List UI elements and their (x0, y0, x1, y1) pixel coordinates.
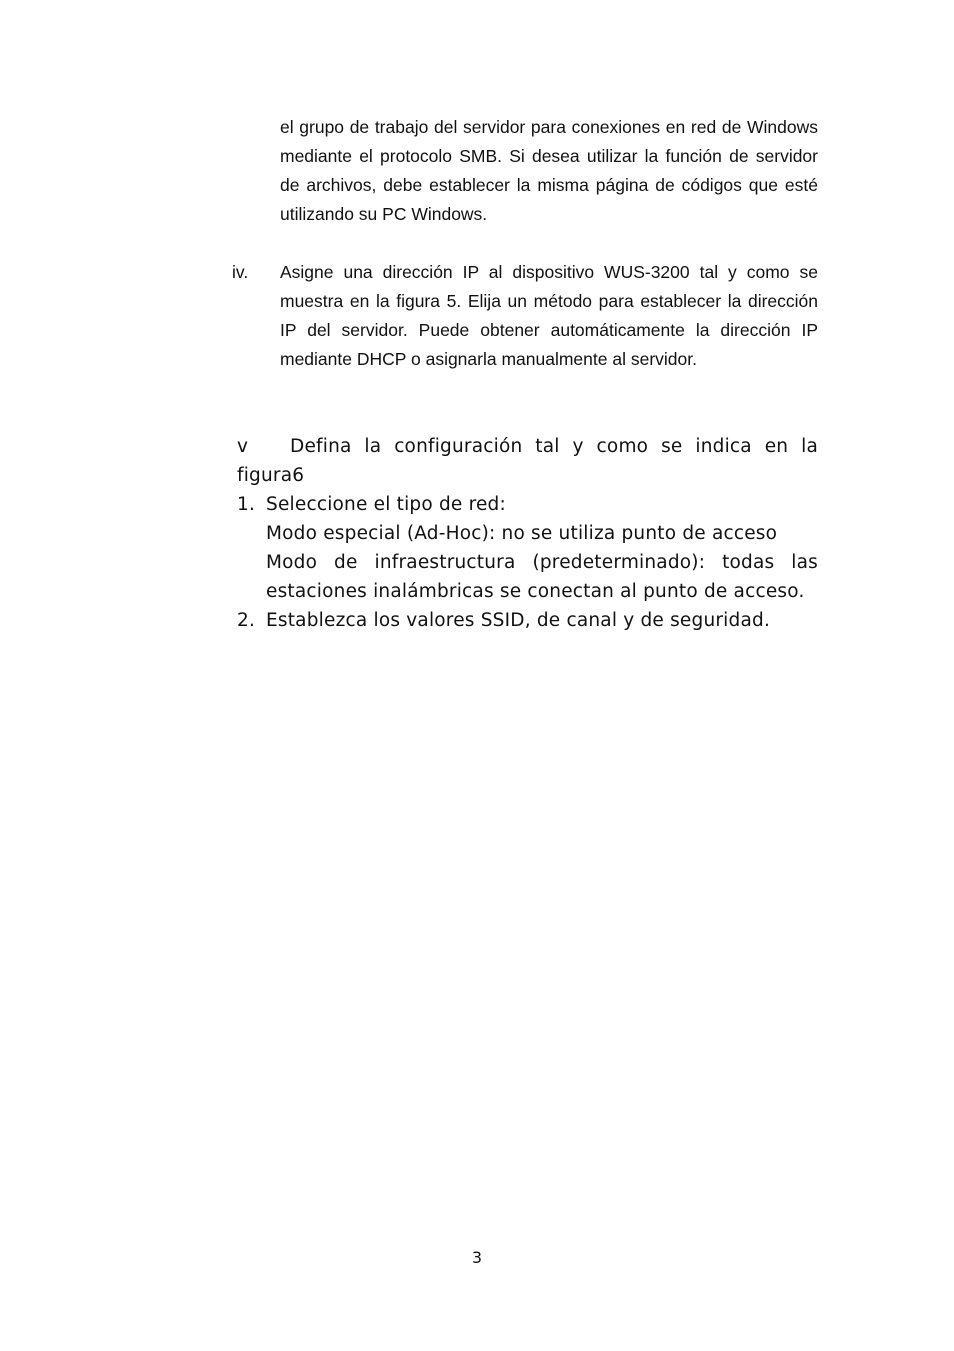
step-text: Establezca los valores SSID, de canal y de seguridad. (266, 610, 771, 631)
step-text: Seleccione el tipo de red: (266, 494, 506, 515)
paragraph-continuation: el grupo de trabajo del servidor para conexiones en red de Windows mediante el protocolo SMB. Si desea utilizar la función de servidor de archivos, debe establecer la misma página de códigos que esté utilizando su PC Windows. (280, 117, 818, 224)
page-number: 3 (471, 1248, 483, 1267)
step-sub-line: Modo especial (Ad-Hoc): no se utiliza punto de acceso (266, 523, 778, 544)
numbered-list (237, 490, 818, 635)
list-item (237, 490, 818, 606)
step-number: 2. (237, 610, 256, 631)
list-item-v-text: Defina la configuración tal y como se indica en la figura6 (237, 436, 818, 486)
list-item-v-label: v (237, 436, 249, 457)
step-sub-line: Modo de infraestructura (predeterminado): todas las estaciones inalámbricas se conectan al punto de acceso. (266, 552, 818, 602)
list-item (237, 606, 818, 635)
list-item-v (237, 432, 818, 490)
step-number: 1. (237, 494, 256, 515)
list-item-iv-label: iv. (232, 262, 249, 282)
list-item-iv-text: Asigne una dirección IP al dispositivo WUS-3200 tal y como se muestra en la figura 5. Elija un método para establecer la dirección IP del servidor. Puede obtener automáticamente la dirección IP mediante DHCP o asignarla manualmente al servidor. (280, 262, 818, 369)
